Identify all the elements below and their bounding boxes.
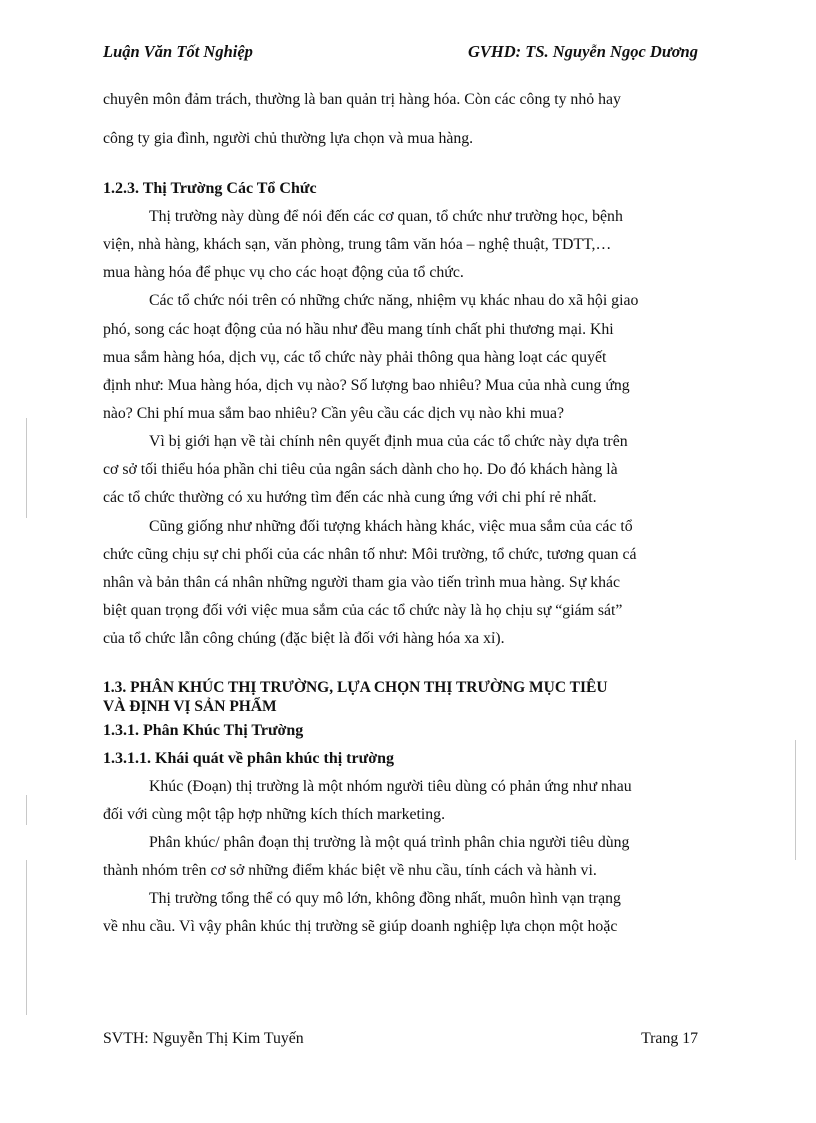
text-line: chức cũng chịu sự chi phối của các nhân tố như: Môi trường, tổ chức, tương quan cá	[103, 546, 637, 563]
text-line: biệt quan trọng đối với việc mua sắm của các tổ chức này là họ chịu sự “giám sát”	[103, 602, 623, 619]
header-title: Luận Văn Tốt Nghiệp	[103, 42, 253, 61]
text-line: cơ sở tối thiểu hóa phần chi tiêu của ngân sách dành cho họ. Do đó khách hàng là	[103, 461, 618, 478]
scan-mark	[26, 860, 27, 1015]
text-line: Thị trường này dùng để nói đến các cơ quan, tổ chức như trường học, bệnh	[149, 208, 623, 225]
page-number: Trang 17	[641, 1030, 698, 1047]
subsubsection-heading: 1.3.1.1. Khái quát về phân khúc thị trường	[103, 750, 394, 767]
text-line: thành nhóm trên cơ sở những điểm khác biệt về nhu cầu, tính cách và hành vi.	[103, 862, 597, 879]
section-heading: 1.2.3. Thị Trường Các Tổ Chức	[103, 180, 317, 197]
chapter-heading: VÀ ĐỊNH VỊ SẢN PHẨM	[103, 698, 277, 715]
text-line: Khúc (Đoạn) thị trường là một nhóm người tiêu dùng có phản ứng như nhau	[149, 778, 632, 795]
text-line: các tổ chức thường có xu hướng tìm đến các nhà cung ứng với chi phí rẻ nhất.	[103, 489, 597, 506]
chapter-heading: 1.3. PHÂN KHÚC THỊ TRƯỜNG, LỰA CHỌN THỊ TRƯỜNG MỤC TIÊU	[103, 679, 608, 696]
text-line: nhân và bản thân cá nhân những người tham gia vào tiến trình mua hàng. Sự khác	[103, 574, 621, 591]
text-line: Các tổ chức nói trên có những chức năng, nhiệm vụ khác nhau do xã hội giao	[149, 292, 639, 309]
scan-mark	[26, 795, 27, 825]
text-line: công ty gia đình, người chủ thường lựa chọn và mua hàng.	[103, 130, 474, 147]
text-line: định như: Mua hàng hóa, dịch vụ nào? Số lượng bao nhiêu? Mua của nhà cung ứng	[103, 377, 630, 394]
text-line: về nhu cầu. Vì vậy phân khúc thị trường sẽ giúp doanh nghiệp lựa chọn một hoặc	[103, 918, 618, 935]
text-line: của tổ chức lẫn công chúng (đặc biệt là đối với hàng hóa xa xỉ).	[103, 630, 505, 647]
text-line: mua hàng hóa để phục vụ cho các hoạt động của tổ chức.	[103, 264, 464, 281]
text-line: Phân khúc/ phân đoạn thị trường là một quá trình phân chia người tiêu dùng	[149, 834, 630, 851]
subsection-heading: 1.3.1. Phân Khúc Thị Trường	[103, 722, 304, 739]
text-line: phó, song các hoạt động của nó hầu như đều mang tính chất phi thương mại. Khi	[103, 321, 614, 338]
text-line: nào? Chi phí mua sắm bao nhiêu? Cần yêu cầu các dịch vụ nào khi mua?	[103, 405, 565, 422]
scan-mark	[26, 418, 27, 518]
text-line: viện, nhà hàng, khách sạn, văn phòng, trung tâm văn hóa – nghệ thuật, TDTT,…	[103, 236, 612, 253]
text-line: Vì bị giới hạn về tài chính nên quyết định mua của các tổ chức này dựa trên	[149, 433, 628, 450]
header-advisor: GVHD: TS. Nguyễn Ngọc Dương	[467, 42, 698, 61]
text-line: chuyên môn đảm trách, thường là ban quản trị hàng hóa. Còn các công ty nhỏ hay	[103, 91, 621, 108]
text-line: Thị trường tổng thể có quy mô lớn, không đồng nhất, muôn hình vạn trạng	[149, 890, 621, 907]
text-line: đối với cùng một tập hợp những kích thích marketing.	[103, 806, 446, 823]
text-line: Cũng giống như những đối tượng khách hàng khác, việc mua sắm của các tổ	[149, 518, 633, 535]
scan-mark	[795, 740, 796, 860]
text-line: mua sắm hàng hóa, dịch vụ, các tổ chức này phải thông qua hàng loạt các quyết	[103, 349, 607, 366]
footer-author: SVTH: Nguyễn Thị Kim Tuyến	[103, 1030, 304, 1047]
